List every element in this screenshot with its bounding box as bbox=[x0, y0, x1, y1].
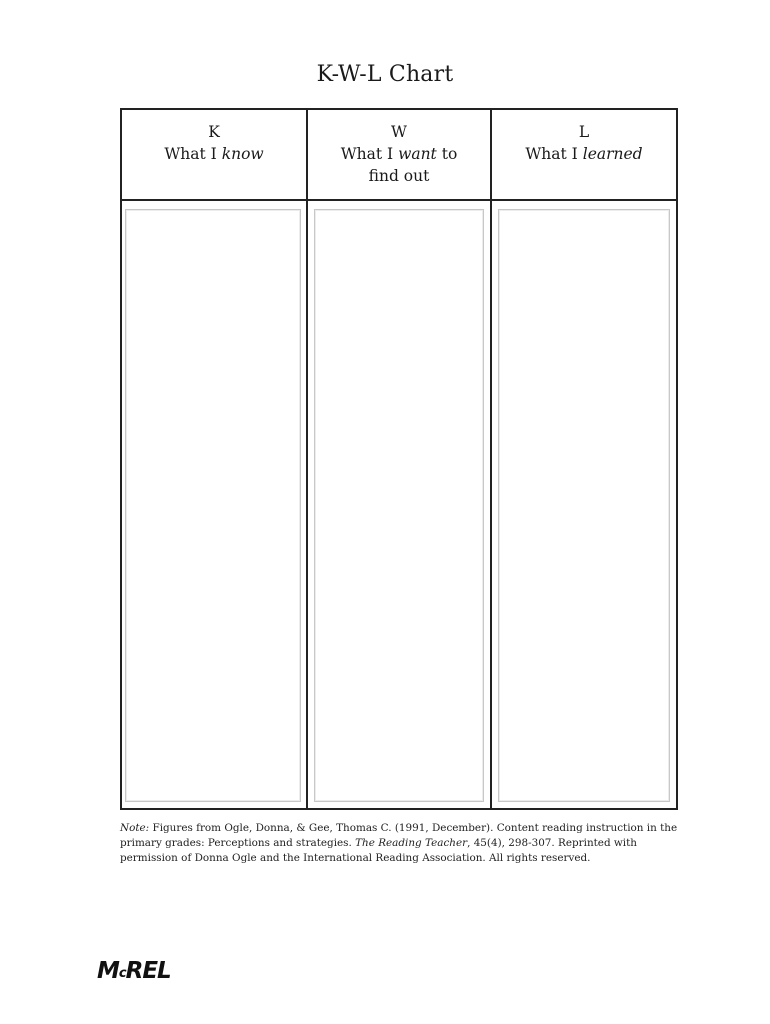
note-text: Figures from Ogle, Donna, & Gee, Thomas C. (1991, December). Content reading instruction in the primary grades: Perceptions and strategies. bbox=[120, 822, 678, 849]
column-w-writing-area[interactable] bbox=[314, 209, 484, 802]
kwl-table bbox=[120, 108, 678, 810]
column-w bbox=[308, 110, 492, 808]
column-l bbox=[492, 110, 676, 808]
note-label: Note: bbox=[120, 822, 150, 834]
column-w-header bbox=[308, 110, 490, 201]
column-w-label-line2: find out bbox=[368, 167, 430, 185]
column-l-writing-area[interactable] bbox=[498, 209, 670, 802]
mcrel-logo: McREL bbox=[97, 958, 171, 984]
citation-note bbox=[120, 821, 690, 866]
column-k-letter: K bbox=[208, 123, 220, 141]
note-text-end: , 45(4), 298-307. Reprinted with permission of Donna Ogle and the International Reading Association. All rights reserved. bbox=[120, 837, 637, 864]
column-l-header bbox=[492, 110, 676, 201]
column-k-label: What I know bbox=[164, 145, 264, 163]
column-l-letter: L bbox=[578, 123, 590, 141]
note-journal: The Reading Teacher bbox=[355, 837, 468, 849]
page-title: K-W-L Chart bbox=[316, 62, 454, 87]
column-w-letter: W bbox=[391, 123, 407, 141]
column-l-label: What I learned bbox=[525, 145, 643, 163]
column-k-writing-area[interactable] bbox=[125, 209, 301, 802]
column-k bbox=[122, 110, 308, 808]
column-k-header bbox=[122, 110, 306, 201]
column-w-label: What I want to bbox=[340, 145, 458, 163]
